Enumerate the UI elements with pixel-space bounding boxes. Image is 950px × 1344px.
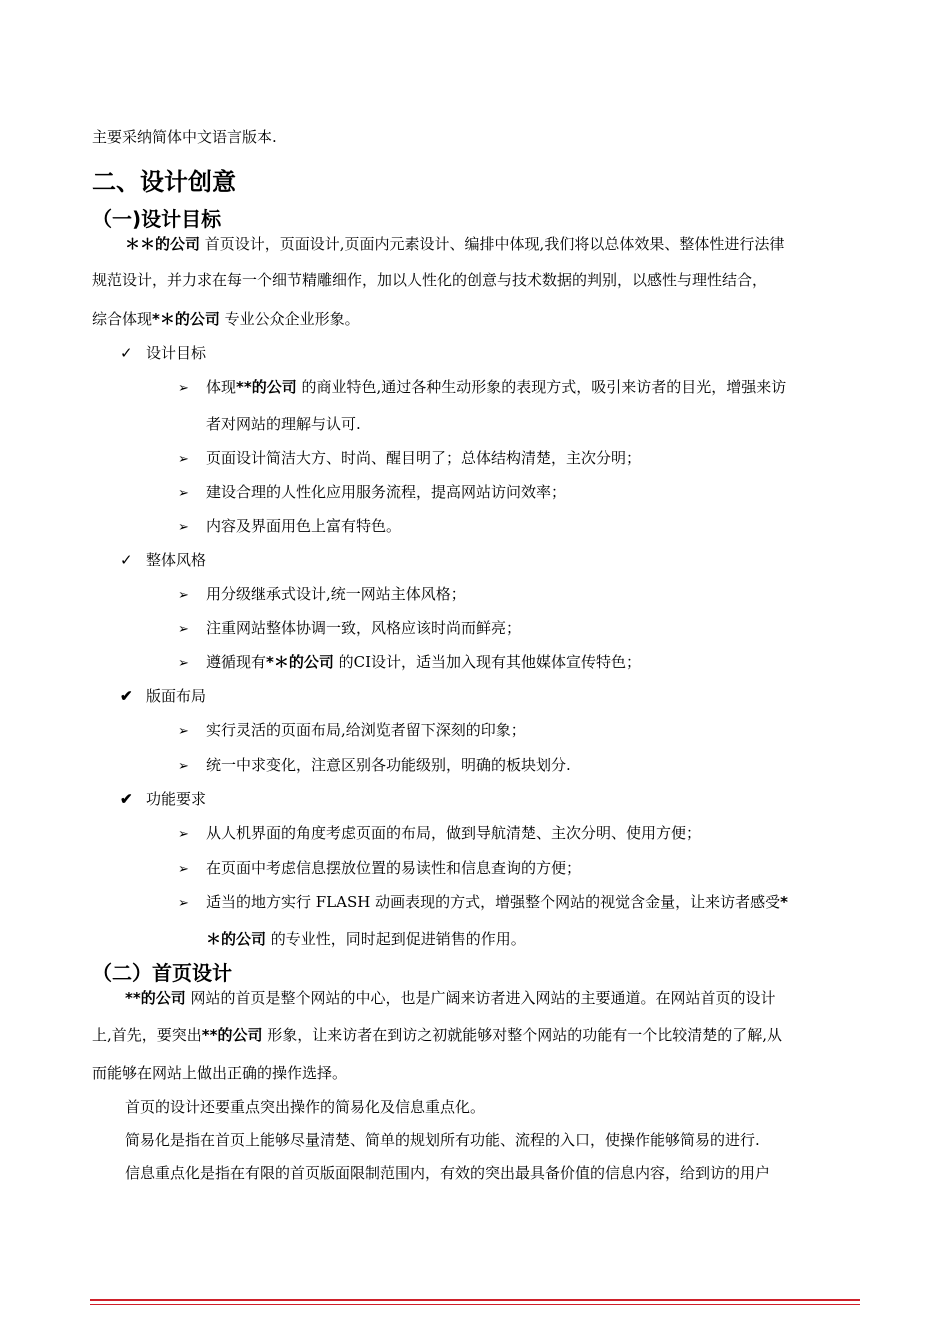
checklist-item: ✓ 设计目标 [120,344,207,362]
arrow-bullet-icon: ➢ [178,588,189,603]
check-icon: ✓ [120,551,133,569]
arrow-bullet-icon: ➢ [178,759,189,774]
check-icon: ✔ [120,790,133,808]
checklist-item: ✔ 功能要求 [120,790,207,808]
company-name: **的公司 [201,1026,263,1044]
company-name: *＊的公司 [266,653,334,671]
paragraph-line: 首页的设计还要重点突出操作的简易化及信息重点化。 [125,1098,486,1116]
bullet-continuation: ＊的公司 的专业性，同时起到促进销售的作用。 [206,930,526,948]
bullet-item: ➢ 页面设计简洁大方、时尚、醒目明了；总体结构清楚，主次分明； [178,448,641,470]
arrow-bullet-icon: ➢ [178,486,189,501]
bullet-item: ➢ 内容及界面用色上富有特色。 [178,516,401,538]
bullet-continuation: 者对网站的理解与认可. [206,415,361,433]
bullet-item: ➢ 注重网站整体协调一致，风格应该时尚而鲜亮； [178,618,521,640]
subsection-title-2: （二）首页设计 [92,961,232,985]
arrow-bullet-icon: ➢ [178,862,189,877]
bullet-item: ➢ 用分级继承式设计,统一网站主体风格； [178,584,466,606]
company-name: *＊的公司 [152,310,220,328]
arrow-bullet-icon: ➢ [178,520,189,535]
arrow-bullet-icon: ➢ [178,452,189,467]
check-icon: ✓ [120,344,133,362]
intro-line: 主要采纳简体中文语言版本. [92,128,277,146]
bullet-item: ➢ 建设合理的人性化应用服务流程，提高网站访问效率； [178,482,566,504]
arrow-bullet-icon: ➢ [178,381,189,396]
company-name: ＊的公司 [206,930,267,948]
company-name: ＊＊的公司 [125,235,201,253]
footer-rule [90,1299,860,1301]
paragraph-line: 综合体现*＊的公司 专业公众企业形象。 [92,310,360,328]
paragraph-line: 规范设计，并力求在每一个细节精雕细作，加以人性化的创意与技术数据的判别，以感性与理性结合， [92,271,768,289]
checklist-item: ✓ 整体风格 [120,551,207,569]
bullet-item: ➢ 统一中求变化，注意区别各功能级别，明确的板块划分. [178,755,571,777]
company-name: **的公司 [236,378,297,396]
paragraph-line: 而能够在网站上做出正确的操作选择。 [92,1064,348,1082]
bullet-item: ➢ 在页面中考虑信息摆放位置的易读性和信息查询的方便； [178,858,581,880]
paragraph-line: 信息重点化是指在有限的首页版面限制范围内，有效的突出最具备价值的信息内容，给到访的用户 [125,1164,771,1182]
bullet-item: ➢ 实行灵活的页面布局,给浏览者留下深刻的印象； [178,720,526,742]
company-name: * [780,893,788,911]
arrow-bullet-icon: ➢ [178,827,189,842]
check-icon: ✔ [120,687,133,705]
arrow-bullet-icon: ➢ [178,622,189,637]
footer-rule [90,1304,860,1305]
section-title: 二、设计创意 [92,168,236,196]
paragraph-line: 简易化是指在首页上能够尽量清楚、简单的规划所有功能、流程的入口，使操作能够简易的进行. [125,1131,760,1149]
bullet-item: ➢ 遵循现有*＊的公司 的CI设计，适当加入现有其他媒体宣传特色； [178,652,641,674]
arrow-bullet-icon: ➢ [178,896,189,911]
bullet-item: ➢ 体现**的公司 的商业特色,通过各种生动形象的表现方式，吸引来访者的目光，增强来访 [178,377,786,399]
bullet-item: ➢ 从人机界面的角度考虑页面的布局，做到导航清楚、主次分明、使用方便； [178,823,701,845]
paragraph-line: ＊＊的公司 首页设计，页面设计,页面内元素设计、编排中体现,我们将以总体效果、整体性进行法律 [125,235,785,253]
subsection-title-1: （一)设计目标 [92,207,222,231]
company-name: **的公司 [125,989,186,1007]
paragraph-line: **的公司 网站的首页是整个网站的中心，也是广阔来访者进入网站的主要通道。在网站首页的设计 [125,989,776,1007]
bullet-item: ➢ 适当的地方实行 FLASH 动画表现的方式，增强整个网站的视觉含金量，让来访者感受* [178,892,788,914]
checklist-item: ✔ 版面布局 [120,687,207,705]
arrow-bullet-icon: ➢ [178,724,189,739]
arrow-bullet-icon: ➢ [178,656,189,671]
paragraph-line: 上,首先，要突出**的公司 形象，让来访者在到访之初就能够对整个网站的功能有一个比较清楚的了解,从 [92,1026,783,1044]
